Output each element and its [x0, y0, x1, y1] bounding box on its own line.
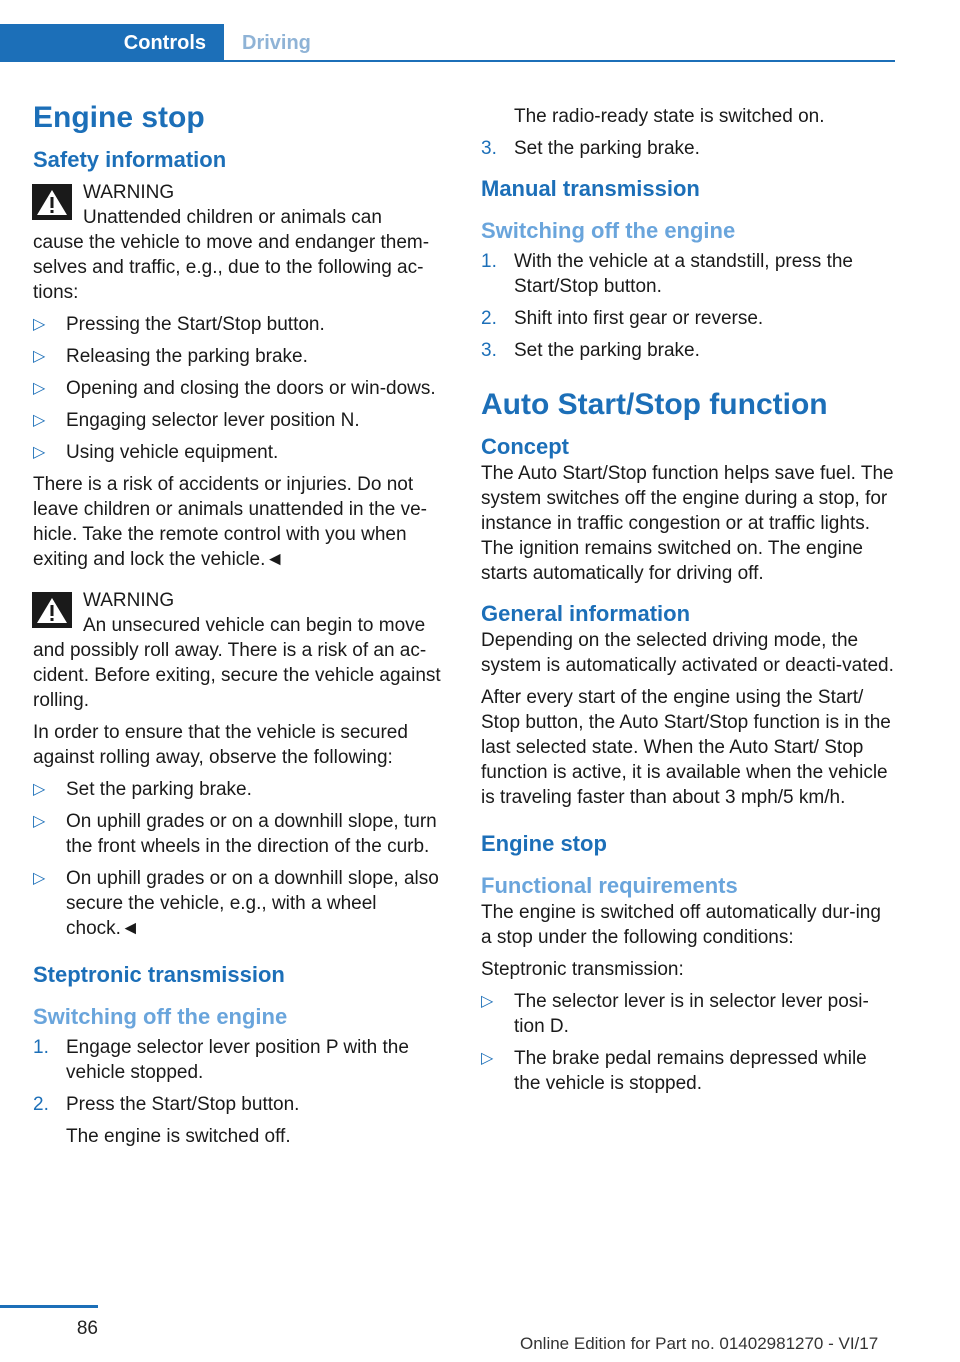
triangle-bullet-icon: ▷: [33, 380, 46, 397]
list-item: 2. Shift into first gear or reverse.: [481, 308, 764, 329]
list-item: 1. Engage selector lever position P with the vehicle stopped.: [33, 1037, 409, 1083]
warning-body: and possibly roll away. There is a risk of an ac-cident. Before exiting, secure the vehicle against rolling.: [33, 640, 441, 711]
subheading-switch-off: Switching off the engine: [481, 218, 736, 243]
list-item: 3. Set the parking brake.: [481, 340, 700, 361]
warning-triangle-icon: [32, 592, 72, 628]
triangle-bullet-icon: ▷: [481, 1050, 494, 1067]
list-item: ▷ Set the parking brake.: [33, 779, 252, 800]
step-note: The radio-ready state is switched on.: [514, 106, 825, 127]
section-title-auto-start-stop: Auto Start/Stop function: [481, 388, 828, 421]
section-heading-concept: Concept: [481, 434, 569, 459]
step-note: The engine is switched off.: [66, 1126, 291, 1147]
section-heading-safety: Safety information: [33, 147, 227, 172]
page-number: 86: [76, 1318, 98, 1339]
list-item: ▷ On uphill grades or on a downhill slope, turn the front wheels in the direction of the curb.: [33, 811, 437, 857]
triangle-bullet-icon: ▷: [33, 316, 46, 333]
header-divider: [224, 60, 895, 62]
warning-title: WARNING: [83, 182, 175, 203]
list-item: ▷ Using vehicle equipment.: [33, 442, 279, 463]
list-item: ▷ Pressing the Start/Stop button.: [33, 314, 325, 335]
steps-list: [33, 1035, 445, 1117]
warning-title: WARNING: [83, 590, 175, 611]
list-item: ▷ Opening and closing the doors or win-dows.: [33, 378, 436, 399]
section-heading-general: General information: [481, 601, 691, 626]
warning-lead: An unsecured vehicle can begin to move: [83, 615, 426, 636]
triangle-bullet-icon: ▷: [33, 444, 46, 461]
triangle-bullet-icon: ▷: [481, 993, 494, 1010]
section-heading-engine-stop: Engine stop: [481, 831, 607, 856]
triangle-bullet-icon: ▷: [33, 870, 46, 887]
footer-divider: [0, 1305, 98, 1308]
warning-triangle-icon: [32, 184, 72, 220]
functional-text: The engine is switched off automatically dur-ing a stop under the following conditions:: [481, 902, 881, 948]
tab-driving[interactable]: Driving: [242, 31, 311, 54]
edition-text: Online Edition for Part no. 01402981270 - VI/17: [520, 1334, 879, 1353]
tab-controls[interactable]: Controls: [0, 24, 224, 62]
list-item: 1. With the vehicle at a standstill, press the Start/Stop button.: [481, 251, 853, 297]
list-item: ▷ Engaging selector lever position N.: [33, 410, 360, 431]
steps-list: [481, 249, 896, 363]
warning-block: [33, 180, 445, 305]
page-title: Engine stop: [33, 101, 205, 134]
general-text: Depending on the selected driving mode, the system is automatically activated or deacti-vated.: [481, 630, 894, 676]
warning-closing: There is a risk of accidents or injuries. Do not leave children or animals unattended in the ve-hicle. Take the remote control with you when exiting and lock the vehicle.◄: [33, 474, 427, 570]
list-item: ▷ Releasing the parking brake.: [33, 346, 308, 367]
warning-list: [33, 312, 445, 465]
list-item: 3. Set the parking brake.: [481, 138, 700, 159]
triangle-bullet-icon: ▷: [33, 781, 46, 798]
warning-list: [33, 777, 445, 941]
list-item: ▷ The selector lever is in selector lever posi-tion D.: [481, 991, 869, 1037]
list-item: 2. Press the Start/Stop button.: [33, 1094, 300, 1115]
list-item: ▷ The brake pedal remains depressed while the vehicle is stopped.: [481, 1048, 867, 1094]
triangle-bullet-icon: ▷: [33, 412, 46, 429]
left-column: [33, 98, 445, 1156]
right-column: [481, 104, 896, 1103]
header-bar: [0, 24, 895, 62]
general-text: After every start of the engine using the Start/ Stop button, the Auto Start/Stop function is in the last selected state. When the Auto Start/ Stop function is active, it is available when the vehicle is traveling faster than about 3 mph/5 km/h.: [481, 687, 891, 808]
section-heading-manual: Manual transmission: [481, 176, 700, 201]
steps-list: [481, 136, 896, 161]
subheading-switch-off: Switching off the engine: [33, 1004, 288, 1029]
steptronic-label: Steptronic transmission:: [481, 959, 684, 980]
warning-lead: Unattended children or animals can: [83, 207, 382, 228]
conditions-list: [481, 989, 896, 1096]
triangle-bullet-icon: ▷: [33, 813, 46, 830]
subheading-functional: Functional requirements: [481, 873, 738, 898]
concept-text: The Auto Start/Stop function helps save fuel. The system switches off the engine during a stop, for instance in traffic congestion or at traffic lights. The ignition remains switched on. The engine starts automatically for driving off.: [481, 463, 894, 584]
warning-intro: In order to ensure that the vehicle is secured against rolling away, observe the following:: [33, 722, 408, 768]
warning-body: cause the vehicle to move and endanger them-selves and traffic, e.g., due to the following ac-tions:: [33, 232, 430, 303]
section-heading-steptronic: Steptronic transmission: [33, 962, 285, 987]
triangle-bullet-icon: ▷: [33, 348, 46, 365]
list-item: ▷ On uphill grades or on a downhill slope, also secure the vehicle, e.g., with a wheel chock.◄: [33, 868, 439, 939]
warning-block: [33, 588, 445, 713]
